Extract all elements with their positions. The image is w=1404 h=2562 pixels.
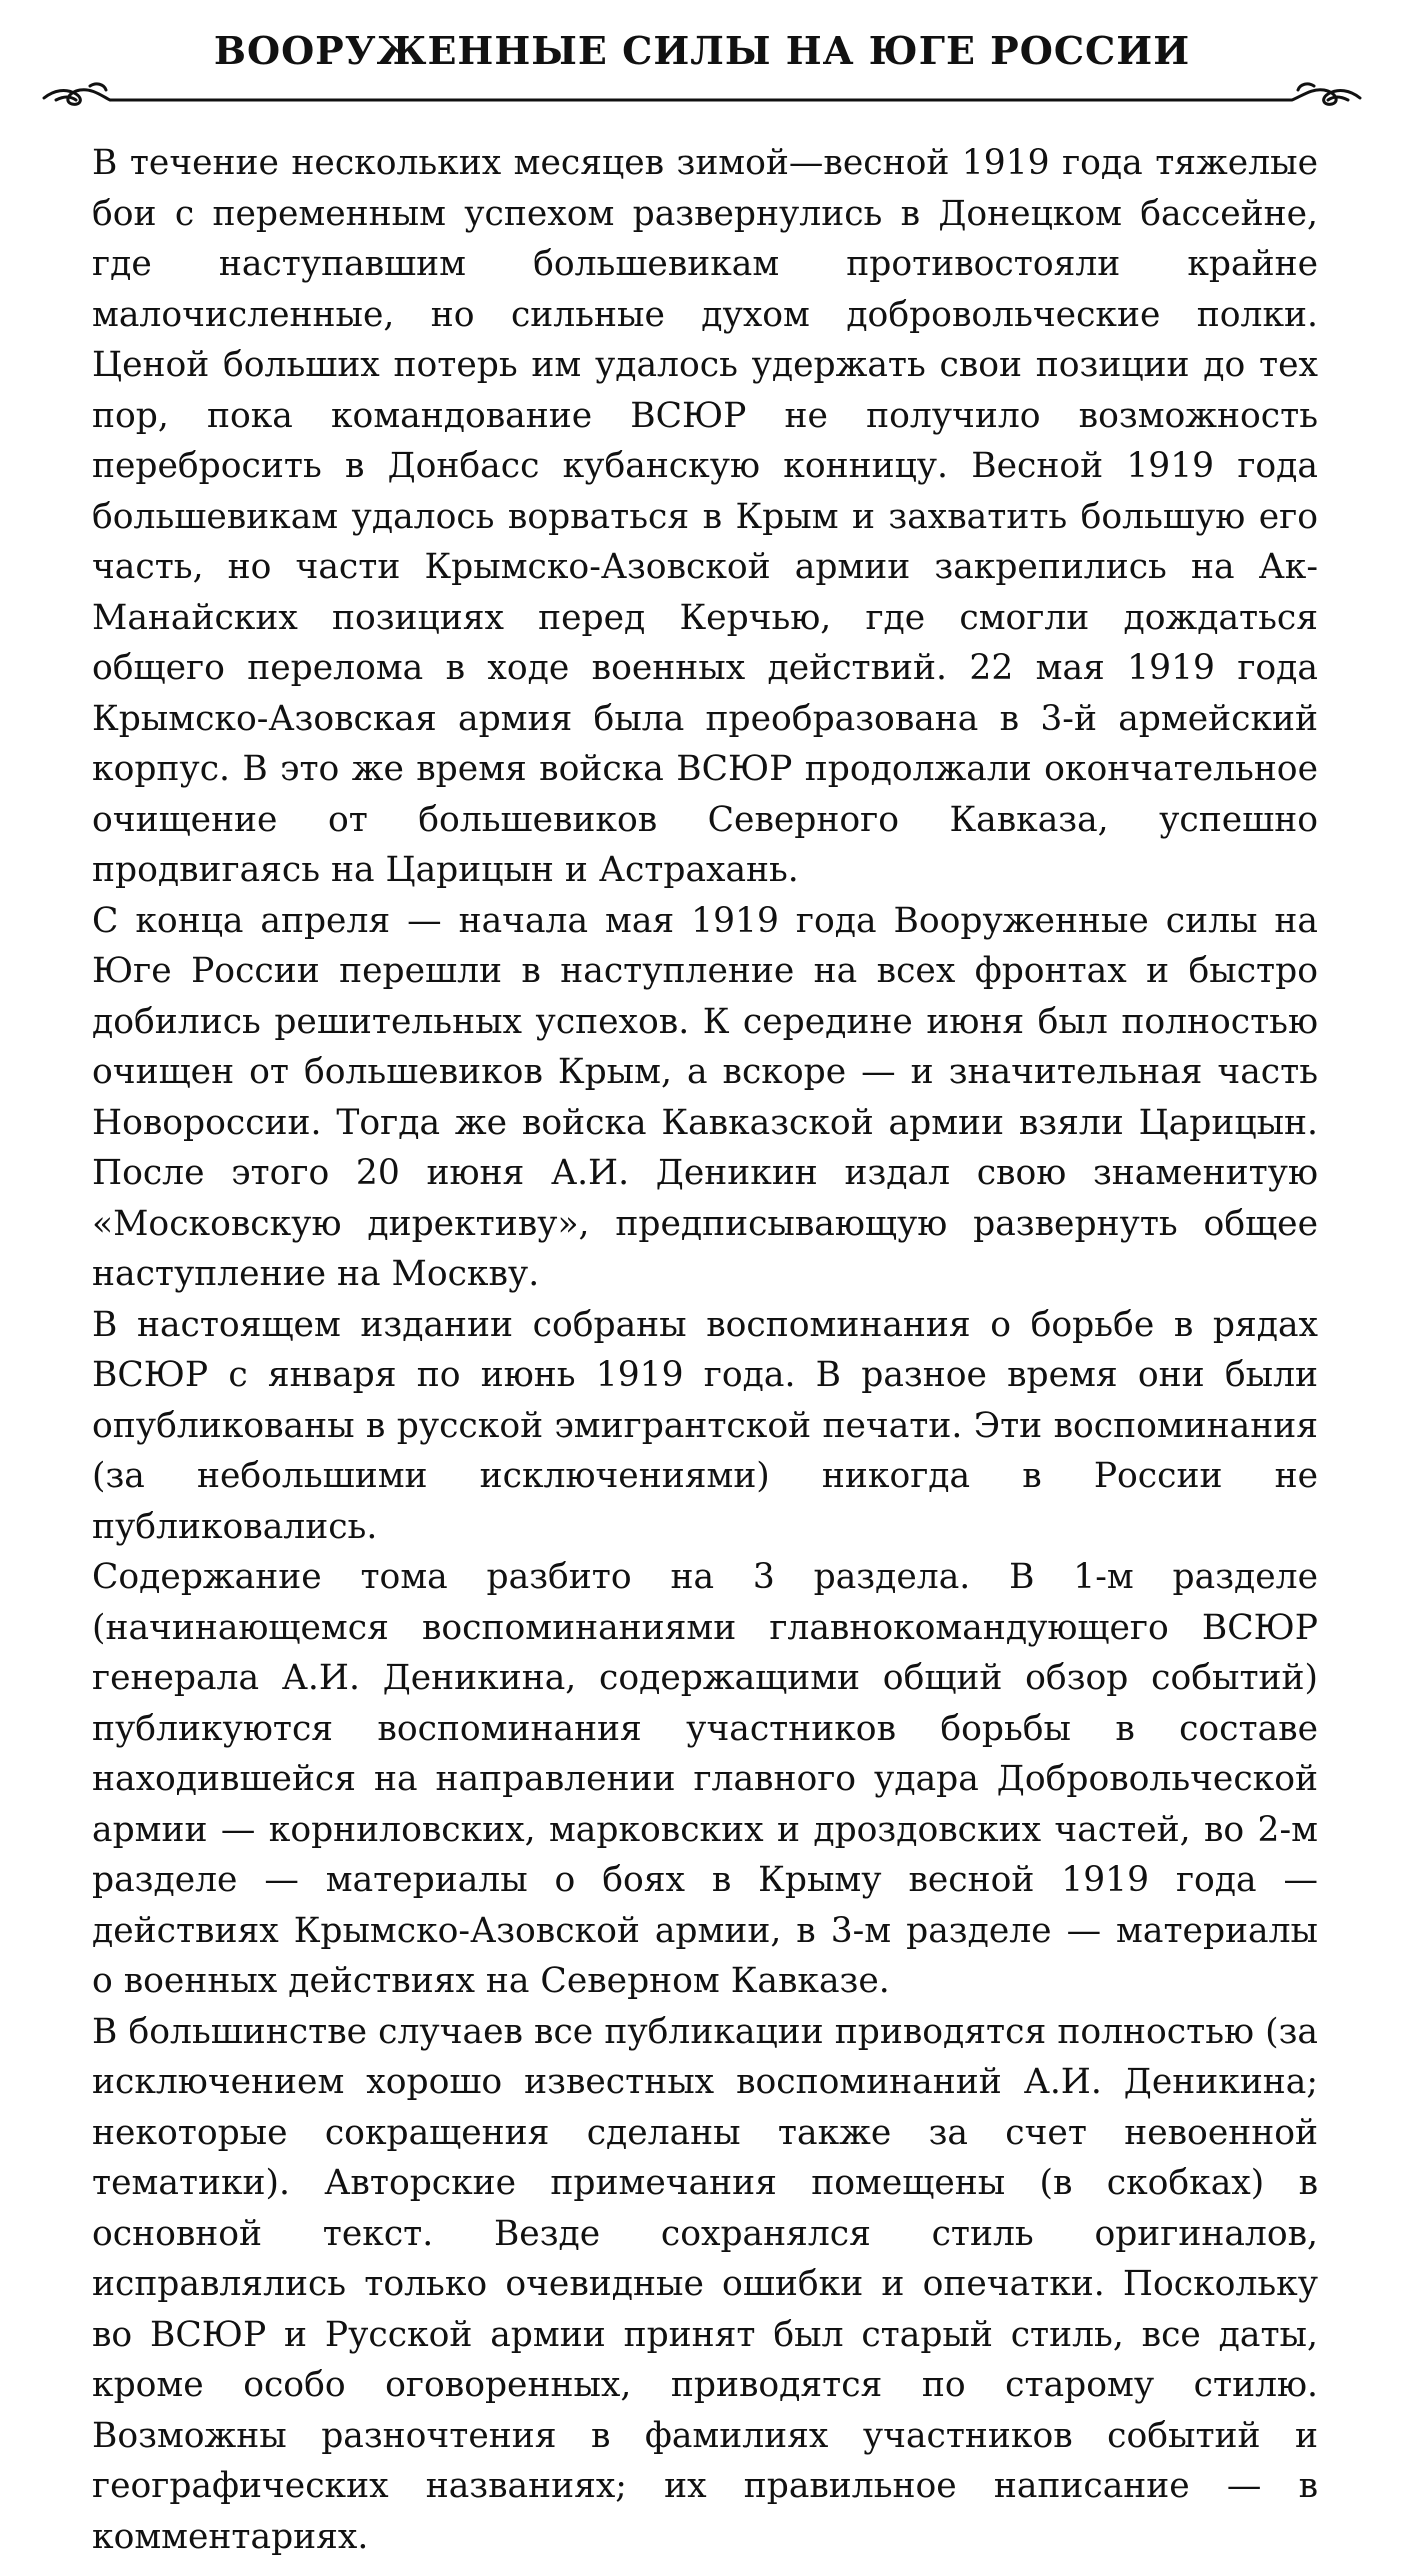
paragraph-5: В большинстве случаев все публикации приводятся полностью (за исключением хорошо известных воспоминаний А.И. Деникина; некоторые сокращения сделаны также за счет невоенной тематики). Авторские примечания помещены (в скобках) в основной текст. Везде сохранялся стиль оригиналов, исправлялись только очевидные ошибки и опечатки. Поскольку во ВСЮР и Русской армии принят был старый стиль, все даты, кроме особо оговоренных, приводятся по старому стилю. Возможны разночтения в фамилиях участников событий и географических названиях; их правильное написание — в комментариях. [92,2007,1318,2562]
paragraph-2: С конца апреля — начала мая 1919 года Вооруженные силы на Юге России перешли в наступление на всех фронтах и быстро добились решительных успехов. К середине июня был полностью очищен от большевиков Крым, а вскоре — и значительная часть Новороссии. Тогда же войска Кавказской армии взяли Царицын. После этого 20 июня А.И. Деникин издал свою знаменитую «Московскую директиву», предписывающую развернуть общее наступление на Москву. [92,896,1318,1300]
left-flourish-icon [44,84,110,104]
header-ornament-rule [40,72,1364,112]
right-flourish-icon [1292,84,1360,104]
main-text [92,138,1318,2562]
running-header [40,22,1364,112]
running-title: ВООРУЖЕННЫЕ СИЛЫ НА ЮГЕ РОССИИ [40,28,1364,73]
paragraph-3: В настоящем издании собраны воспоминания о борьбе в рядах ВСЮР с января по июнь 1919 года. В разное время они были опубликованы в русской эмигрантской печати. Эти воспоминания (за небольшими исключениями) никогда в России не публиковались. [92,1300,1318,1553]
paragraph-4: Содержание тома разбито на 3 раздела. В 1-м разделе (начинающемся воспоминаниями главнокомандующего ВСЮР генерала А.И. Деникина, содержащими общий обзор событий) публикуются воспоминания участников борьбы в составе находившейся на направлении главного удара Добровольческой армии — корниловских, марковских и дроздовских частей, во 2-м разделе — материалы о боях в Крыму весной 1919 года — действиях Крымско-Азовской армии, в 3-м разделе — материалы о военных действиях на Северном Кавказе. [92,1552,1318,2007]
paragraph-1: В течение нескольких месяцев зимой—весной 1919 года тяжелые бои с переменным успехом развернулись в Донецком бассейне, где наступавшим большевикам противостояли крайне малочисленные, но сильные духом добровольческие полки. Ценой больших потерь им удалось удержать свои позиции до тех пор, пока командование ВСЮР не получило возможность перебросить в Донбасс кубанскую конницу. Весной 1919 года большевикам удалось ворваться в Крым и захватить большую его часть, но части Крымско-Азовской армии закрепились на Ак-Манайских позициях перед Керчью, где смогли дождаться общего перелома в ходе военных действий. 22 мая 1919 года Крымско-Азовская армия была преобразована в 3-й армейский корпус. В это же время войска ВСЮР продолжали окончательное очищение от большевиков Северного Кавказа, успешно продвигаясь на Царицын и Астрахань. [92,138,1318,896]
